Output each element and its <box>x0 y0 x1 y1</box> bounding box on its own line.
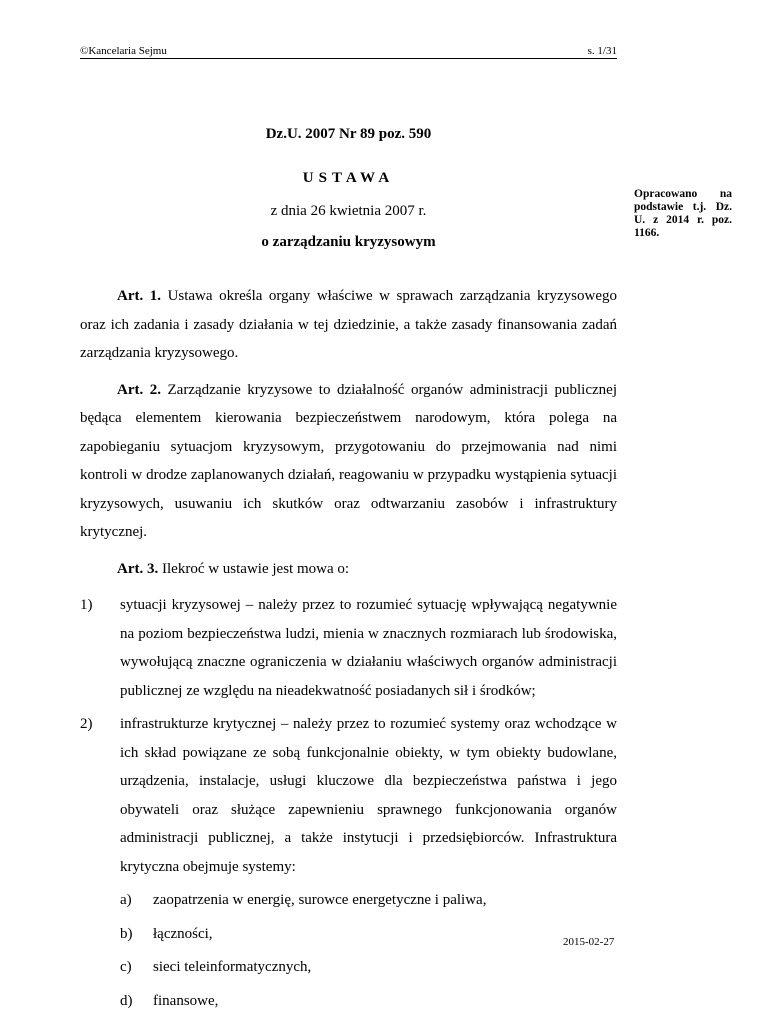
sub-list-item-text: łączności, <box>153 925 213 942</box>
sub-list-item-text: zaopatrzenia w energię, surowce energetyczne i paliwa, <box>153 892 487 908</box>
sub-list-item <box>120 987 617 1016</box>
article-3-text: Ilekroć w ustawie jest mowa o: <box>162 560 350 577</box>
article-1-label: Art. 1. <box>117 288 162 304</box>
sub-list-item-letter: b) <box>120 925 133 942</box>
sub-list-item-letter: d) <box>120 992 133 1009</box>
sub-list-item-letter: a) <box>120 892 132 908</box>
list-item-number: 2) <box>80 716 93 732</box>
list-item <box>80 710 617 881</box>
article-2-label: Art. 2. <box>117 381 161 398</box>
article-2 <box>80 376 617 547</box>
page-number: s. 1/31 <box>587 45 617 57</box>
article-3-label: Art. 3. <box>117 560 159 577</box>
list-item-number: 1) <box>80 597 93 613</box>
list-item-text: infrastrukturze krytycznej – należy przez to rozumieć systemy oraz wchodzące w ich skład powiązane ze sobą funkcjonalnie obiekty, w tym obiekty budowlane, urządzenia, instalacje, usługi kluczowe dla bezpieczeństwa państwa i jego obywateli oraz służące zapewnieniu sprawnego funkcjonowania organów administracji publicznej, a także instytucji i przedsiębiorców. Infrastruktura krytyczna obejmuje systemy: <box>120 716 617 875</box>
journal-reference: Dz.U. 2007 Nr 89 poz. 590 <box>265 126 432 142</box>
sub-list-item <box>120 953 617 982</box>
list-item <box>80 591 617 705</box>
sub-list-item <box>120 920 617 949</box>
article-2-text: Zarządzanie kryzysowe to działalność organów administracji publicznej będąca elementem kierowania bezpieczeństwem narodowym, która polega na zapobieganiu sytuacjom kryzysowym, przygotowaniu do przejmowania nad nimi kontroli w drodze zaplanowanych działań, reagowaniu w przypadku wystąpienia sytuacji kryzysowych, usuwaniu ich skutków oraz odtwarzaniu zasobów i infrastruktury krytycznej. <box>80 381 617 540</box>
article-1-text: Ustawa określa organy właściwe w sprawach zarządzania kryzysowego oraz ich zadania i zasady działania w tej dziedzinie, a także zasady finansowania zadań zarządzania kryzysowego. <box>80 288 617 361</box>
sub-list-item-letter: c) <box>120 959 132 975</box>
article-3 <box>80 555 617 584</box>
document-date: z dnia 26 kwietnia 2007 r. <box>270 203 427 219</box>
article-1 <box>80 282 617 368</box>
document-body <box>80 282 617 1020</box>
sub-list-item-text: finansowe, <box>153 992 219 1009</box>
document-kind: USTAWA <box>302 170 395 186</box>
sub-list-item <box>120 886 617 915</box>
document-subject: o zarządzaniu kryzysowym <box>261 234 436 250</box>
sub-list-item-text: sieci teleinformatycznych, <box>153 959 312 975</box>
page-header <box>80 44 617 59</box>
header-publisher: ©Kancelaria Sejmu <box>80 45 167 57</box>
list-item-text: sytuacji kryzysowej – należy przez to rozumieć sytuację wpływającą negatywnie na poziom bezpieczeństwa ludzi, mienia w znacznych rozmiarach lub środowiska, wywołującą znaczne ograniczenia w działaniu właściwych organów administracji publicznej ze względu na nieadekwatność posiadanych sił i środków; <box>120 597 617 699</box>
footer-date: 2015-02-27 <box>563 936 615 948</box>
margin-note: Opracowano na podstawie t.j. Dz. U. z 2014 r. poz. 1166. <box>634 188 732 239</box>
